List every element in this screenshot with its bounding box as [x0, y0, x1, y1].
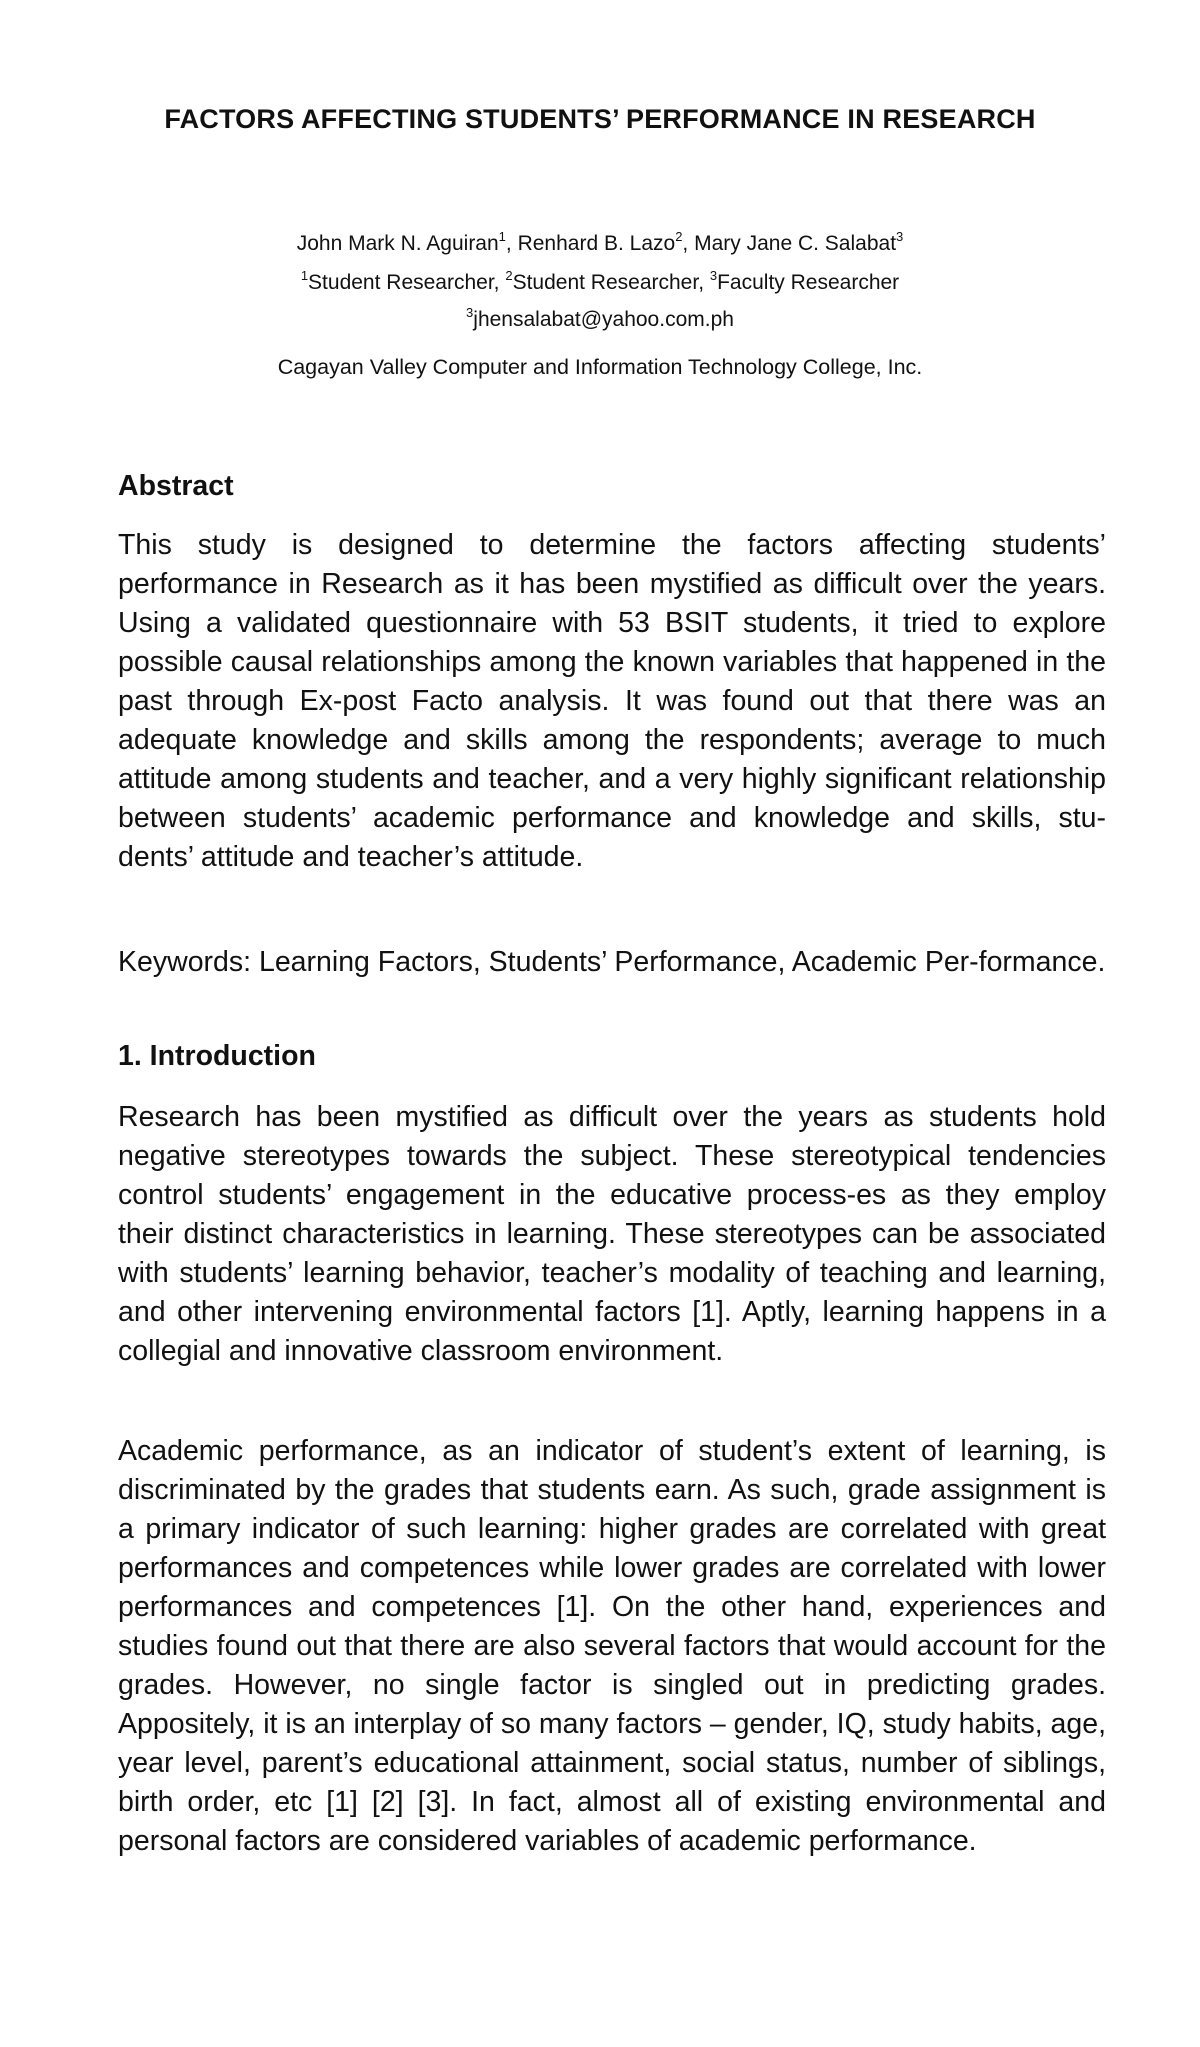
- paper-title: FACTORS AFFECTING STUDENTS’ PERFORMANCE IN RESEARCH: [164, 104, 1036, 134]
- email-line: [0, 306, 1200, 334]
- introduction-paragraph-2: Academic performance, as an indicator of student’s extent of learning, is discriminated by the grades that students earn. As such, grade assignment is a primary indicator of such learning: higher grades are correlated with great performances and competences while lower grades are correlated with lower performances and competences [1]. On the other hand, experiences and studies found out that there are also several factors that would account for the grades. However, no single factor is singled out in predicting grades. Appositely, it is an interplay of so many factors – gender, IQ, study habits, age, year level, parent’s educational attainment, social status, number of siblings, birth order, etc [1] [2] [3]. In fact, almost all of existing environmental and personal factors are considered variables of academic performance.: [118, 1435, 1106, 1857]
- abstract-heading: Abstract: [118, 470, 234, 502]
- role-3: Faculty Researcher: [717, 271, 900, 294]
- author-separator: ,: [505, 232, 518, 255]
- author-3-mark: 3: [896, 229, 904, 244]
- introduction-paragraph-1: Research has been mystified as difficult over the years as students hold negative stereotypes towards the subject. These stereotypical tendencies control students’ engagement in the educative process-es as they employ their distinct characteristics in learning. These stereotypes can be associated with students’ learning behavior, teacher’s modality of teaching and learning, and other intervening environmental factors [1]. Aptly, learning happens in a collegial and innovative classroom environment.: [118, 1101, 1106, 1367]
- role-2: Student Researcher,: [512, 271, 705, 294]
- role-2-mark: 2: [505, 268, 513, 283]
- introduction-body-2: [118, 1432, 1106, 1861]
- contact-email: jhensalabat@yahoo.com.ph: [473, 308, 734, 331]
- author-1: John Mark N. Aguiran: [296, 232, 499, 255]
- role-1: Student Researcher,: [308, 271, 500, 294]
- abstract-body: [118, 526, 1106, 877]
- affiliation-line: [0, 269, 1200, 297]
- author-1-mark: 1: [498, 229, 506, 244]
- author-line: [0, 230, 1200, 258]
- author-3: Mary Jane C. Salabat: [694, 232, 897, 255]
- abstract-paragraph: This study is designed to determine the factors affecting students’ performance in Research as it has been mystified as difficult over the years. Using a validated questionnaire with 53 BSIT students, it tried to explore possible causal relationships among the known variables that happened in the past through Ex-post Facto analysis. It was found out that there was an adequate knowledge and skills among the respondents; average to much attitude among students and teacher, and a very highly significant relationship between students’ academic performance and knowledge and skills, stu-dents’ attitude and teacher’s attitude.: [118, 529, 1106, 873]
- author-separator: ,: [682, 232, 695, 255]
- role-1-mark: 1: [300, 268, 309, 283]
- introduction-body-1: [118, 1098, 1106, 1371]
- author-2: Renhard B. Lazo: [517, 232, 676, 255]
- keywords-paragraph: Keywords: Learning Factors, Students’ Performance, Academic Per-formance.: [118, 946, 1106, 978]
- author-2-mark: 2: [675, 229, 683, 244]
- email-mark: 3: [466, 305, 474, 320]
- keywords-block: [118, 943, 1106, 982]
- role-3-mark: 3: [709, 268, 718, 283]
- section-heading-introduction: 1. Introduction: [118, 1040, 316, 1072]
- institution: Cagayan Valley Computer and Information Technology College, Inc.: [277, 355, 923, 379]
